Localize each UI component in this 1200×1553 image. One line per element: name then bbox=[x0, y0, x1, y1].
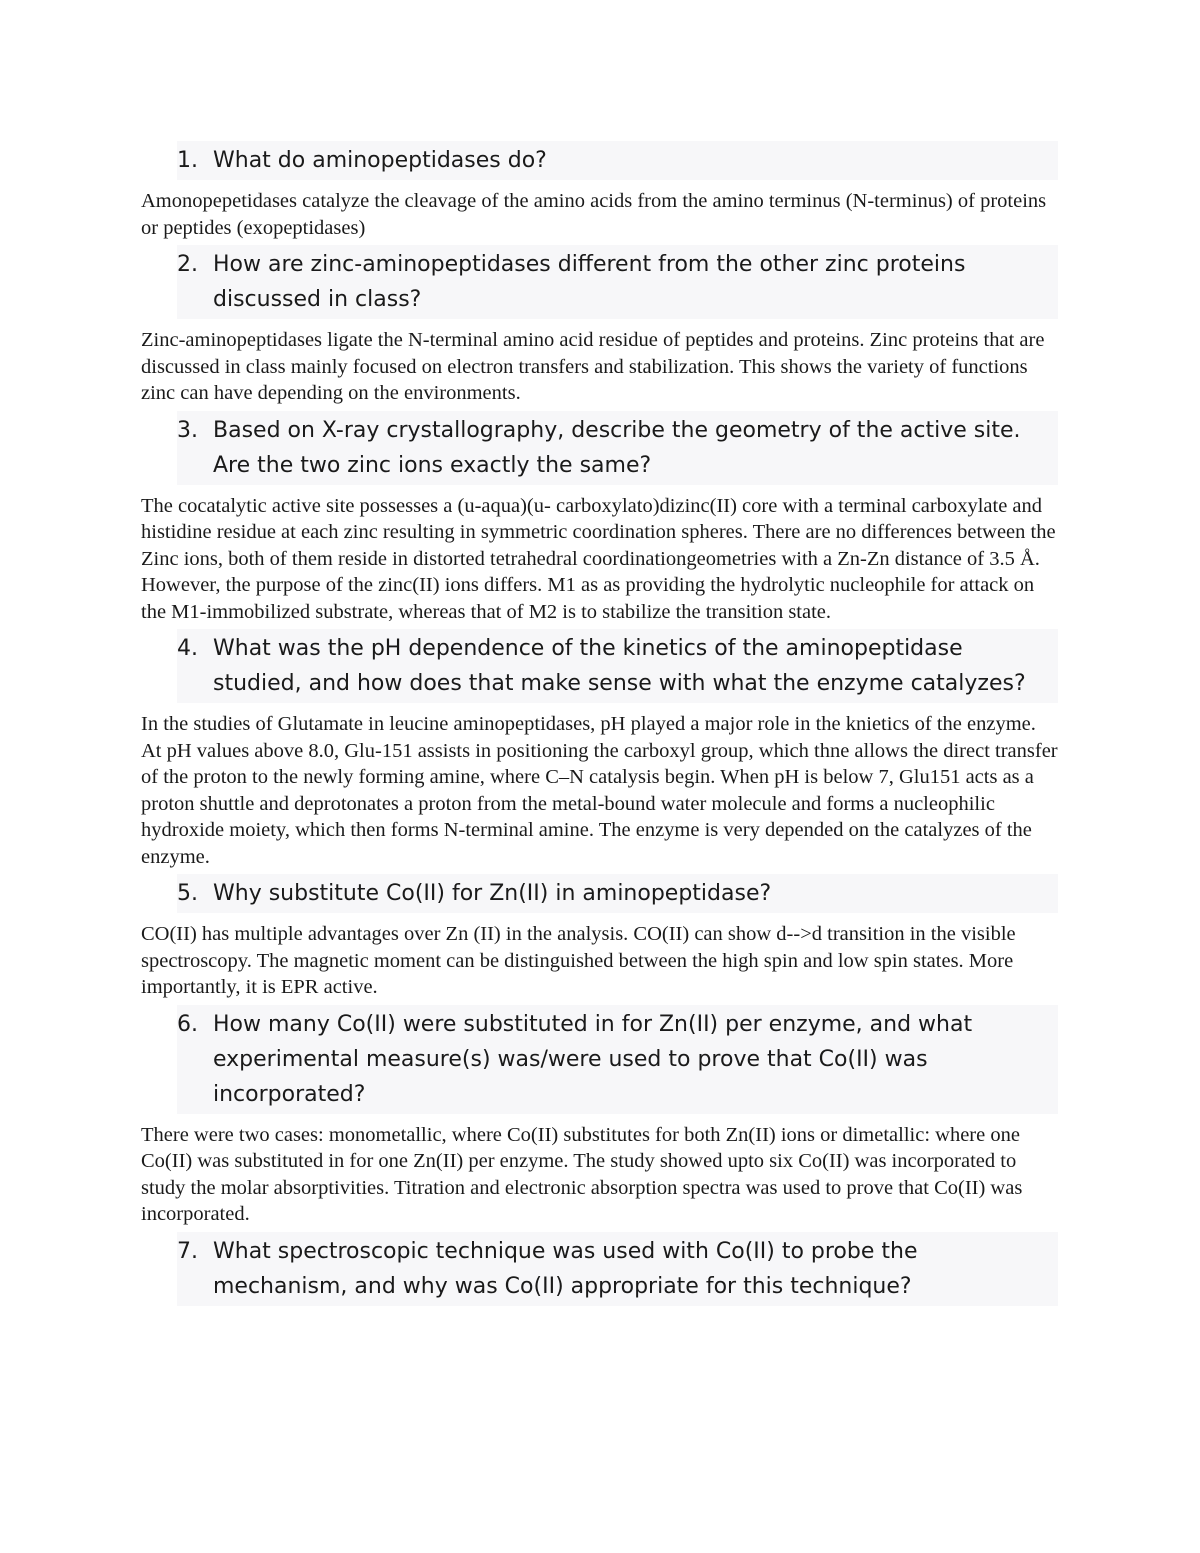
document-body bbox=[141, 141, 1058, 1314]
question-text: How are zinc-aminopeptidases different from the other zinc proteins discussed in class? bbox=[213, 252, 966, 312]
question-number: 5. bbox=[177, 881, 198, 906]
answer-paragraph-5: CO(II) has multiple advantages over Zn (II) in the analysis. CO(II) can show d-->d transition in the visible spectroscopy. The magnetic moment can be distinguished between the high spin and low spin states. More importantly, it is EPR active. bbox=[141, 923, 1016, 998]
question-text: What was the pH dependence of the kinetics of the aminopeptidase studied, and how does that make sense with what the enzyme catalyzes? bbox=[213, 636, 1026, 696]
question-number: 7. bbox=[177, 1238, 198, 1264]
answer-paragraph-1: Amonopepetidases catalyze the cleavage of the amino acids from the amino terminus (N-terminus) of proteins or peptides (exopeptidases) bbox=[141, 190, 1047, 239]
answer-paragraph-6: There were two cases: monometallic, where Co(II) substitutes for both Zn(II) ions or dimetallic: where one Co(II) was substituted in for one Zn(II) per enzyme. The study showed upto six Co(II) was incorporated to study the molar absorptivities. Titration and electronic absorption spectra was used to prove that Co(II) was incorporated. bbox=[141, 1123, 1023, 1225]
answer-paragraph-4: In the studies of Glutamate in leucine aminopeptidases, pH played a major role in the knietics of the enzyme. At pH values above 8.0, Glu-151 assists in positioning the carboxyl group, which thne allows the direct transfer of the proton to the newly forming amine, where C–N catalysis begin. When pH is below 7, Glu151 acts as a proton shuttle and deprotonates a proton from the metal-bound water molecule and forms a nucleophilic hydroxide moiety, which then forms N-terminal amine. The enzyme is very depended on the catalyzes of the enzyme. bbox=[141, 713, 1058, 868]
question-heading-3 bbox=[177, 411, 1058, 485]
answer-paragraph-3: The cocatalytic active site possesses a (u-aqua)(u- carboxylato)dizinc(II) core with a terminal carboxylate and histidine residue at each zinc resulting in symmetric coordination spheres. There are no differences between the Zinc ions, both of them reside in distorted tetrahedral coordinationgeometries with a Zn-Zn distance of 3.5 Å. However, the purpose of the zinc(II) ions differs. M1 as as providing the hydrolytic nucleophile for attack on the M1-immobilized substrate, whereas that of M2 is to stabilize the transition state. bbox=[141, 494, 1056, 623]
question-number: 2. bbox=[177, 252, 198, 277]
question-text: Based on X-ray crystallography, describe the geometry of the active site. Are the two zinc ions exactly the same? bbox=[213, 417, 1021, 478]
question-heading-2 bbox=[177, 245, 1058, 319]
question-heading-1 bbox=[177, 141, 1058, 180]
question-heading-4 bbox=[177, 629, 1058, 703]
question-heading-5 bbox=[177, 874, 1058, 913]
question-number: 1. bbox=[177, 148, 198, 173]
question-text: What do aminopeptidases do? bbox=[213, 148, 547, 173]
question-heading-6 bbox=[177, 1005, 1058, 1114]
question-text: How many Co(II) were substituted in for Zn(II) per enzyme, and what experimental measure(s) was/were used to prove that Co(II) was incorporated? bbox=[213, 1011, 973, 1107]
question-text: Why substitute Co(II) for Zn(II) in aminopeptidase? bbox=[213, 881, 772, 906]
question-number: 6. bbox=[177, 1011, 198, 1037]
question-heading-7 bbox=[177, 1232, 1058, 1306]
question-text: What spectroscopic technique was used with Co(II) to probe the mechanism, and why was Co(II) appropriate for this technique? bbox=[213, 1238, 918, 1299]
question-number: 3. bbox=[177, 417, 198, 443]
answer-paragraph-2: Zinc-aminopeptidases ligate the N-terminal amino acid residue of peptides and proteins. Zinc proteins that are discussed in class mainly focused on electron transfers and stabilization. This shows the variety of functions zinc can have depending on the environments. bbox=[141, 329, 1045, 404]
question-number: 4. bbox=[177, 636, 198, 661]
